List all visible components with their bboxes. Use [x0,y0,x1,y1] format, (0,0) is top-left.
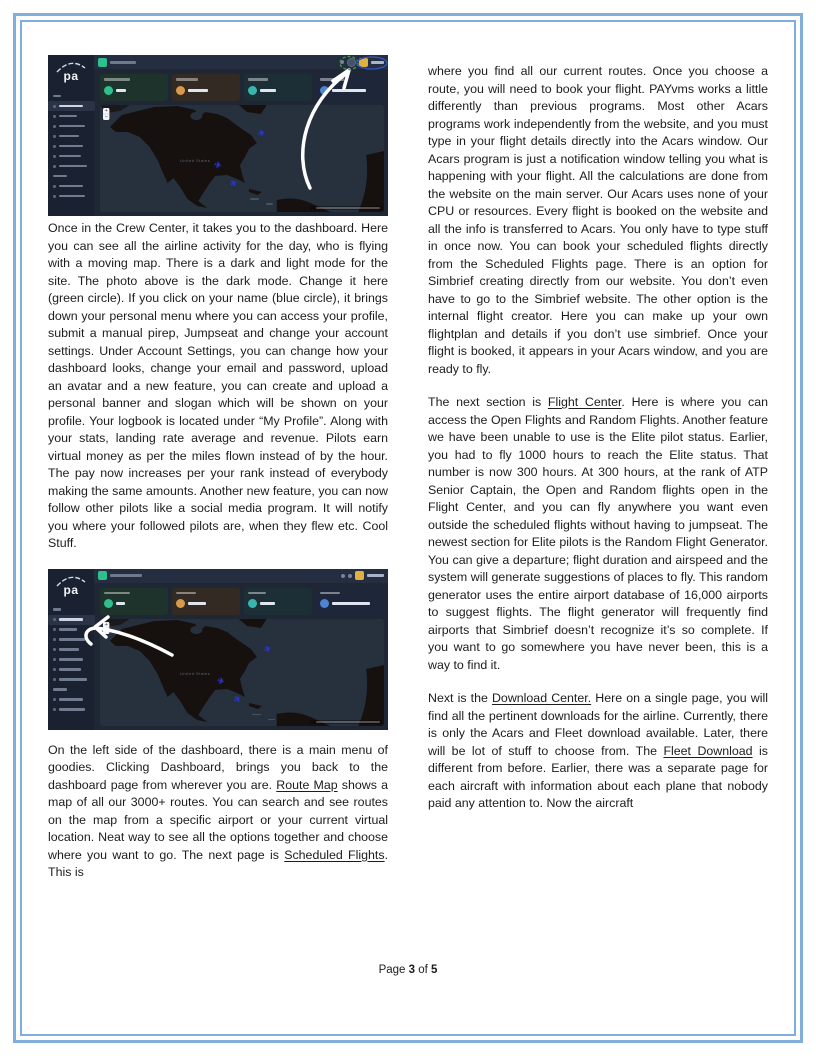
sidebar-menu-item [48,111,94,121]
menu-icon [53,125,56,128]
menu-icon [53,165,56,168]
sidebar [48,55,94,216]
notifications-icon [341,574,345,578]
zoom-out-button: − [104,114,108,120]
aircraft-marker: ✈ [262,642,273,655]
route-map [100,105,384,212]
route-map [100,619,384,726]
logo-text: pa [63,69,79,83]
stat-icon-teal [248,599,257,608]
stat-icon-green [104,599,113,608]
stat-card-1 [100,74,168,101]
menu-icon [53,648,56,651]
stat-cards-row [94,69,388,105]
stat-icon-teal [248,86,257,95]
sidebar-menu-item [48,635,94,645]
stat-card-3 [244,588,312,615]
topbar [94,55,388,69]
menu-icon [53,668,56,671]
menu-icon [53,115,56,118]
menu-icon [53,155,56,158]
app-icon [98,571,107,580]
map-country-label: United States [179,672,210,676]
map-country-label: United States [179,158,210,163]
page-title-bar [110,574,142,577]
menu-icon [53,195,56,198]
sidebar-menu-item [48,191,94,201]
page-title-bar [110,61,136,64]
sidebar-menu-item [48,695,94,705]
aircraft-marker: ✈ [227,176,240,190]
sidebar-menu-item [48,131,94,141]
footer-page-label: Page [378,964,406,976]
paragraph-main-menu: On the left side of the dashboard, there is a main menu of goodies. Clicking Dashboard, brings you back to the dashboard page from wherever you are. Route Map shows a map of all our 3000+ routes. You can search and see routes on the map from a specific airport or your current virtual location. Neat way to see all the options together and choose where you want to go. The next page is Scheduled Flights. This is [48,742,389,879]
aircraft-marker: ✈ [215,674,226,687]
user-avatar [355,571,364,580]
user-avatar [359,58,368,67]
sidebar-menu-item [48,121,94,131]
paragraph-acars: where you find all our current routes. Once you choose a route, you will need to book your flight. PAYvms works a little differently than previous programs. Most other Acars programs work independently from the website, and you must type in your flight details directly into the Acars window. Our Acars program is just a notification window telling you what is happening with your flight. All the calculations are done from the website on the main server. Our Acars uses none of your CPU or resources. Every flight is booked on the website and all the info is transferred to Acars. You only have to type stuff in once now. You can book your scheduled flights directly from the Scheduled Flights page. There is an option for Simbrief creating directly from our website. You don’t even have to go to the Simbrief website. The other option is the internal flight creator. Here you can make up your own flightplan and details if you don’t use simbrief. Once your flight is booked, it appears in your Acars window, and you are ready to fly. [428,64,768,376]
stat-card-1 [100,588,168,615]
zoom-in-button: + [104,108,108,114]
stat-icon-green [104,86,113,95]
footer-of-label: of [418,964,428,976]
sidebar-menu-item [48,151,94,161]
paragraph-flight-center: The next section is Flight Center. Here is where you can access the Open Flights and Random Flights. Another feature we have been unable to use is the Elite pilot status. Earlier, you had to fly 1000 hours to reach the Elite status. That number is now 300 hours. At 300 hours, at the rank of ATP Senior Captain, the Open and Random flights open in the Flight Center, and you can fly anywhere you want even outside the scheduled flights without having to jumpseat. The newest section for Elite pilots is the Random Flight Generator. You can give a departure; flight duration and airspeed and the system will generate suggestions of places to fly. This random generator uses the entire airport database of 16,000 airports to suggest flights. The flight generator will frequently find airports that Simbrief doesn’t recognize it’s so complete. If you want to go somewhere you have never been, this is a way to find it. [428,395,768,672]
sidebar-menu-item [48,181,94,191]
stat-icon-blue [320,599,329,608]
sidebar-menu-item [48,665,94,675]
stat-card-2 [172,74,240,101]
stat-icon-orange [176,599,185,608]
menu-icon [53,678,56,681]
sidebar-menu-item [48,161,94,171]
menu-icon [53,698,56,701]
sidebar-menu-item [48,171,94,181]
right-column [428,55,768,898]
sidebar-menu-item [48,645,94,655]
dashboard-main [94,569,388,730]
sidebar-menu-item [48,625,94,635]
dashboard-screenshot-1 [48,55,388,216]
left-column [48,55,388,898]
airline-logo [48,569,94,597]
stat-icon-orange [176,86,185,95]
footer-page-number: 3 [408,964,416,976]
stat-card-3 [244,74,312,101]
sidebar-menu-item-dashboard [48,615,95,625]
menu-icon [53,145,56,148]
zoom-in-button: + [104,621,108,628]
aircraft-marker: ✈ [256,127,267,140]
stat-icon-blue [320,86,329,95]
map-zoom-control [103,622,109,634]
stat-card-4 [316,74,384,101]
sidebar-menu-item [48,675,94,685]
app-icon [98,58,107,67]
airline-logo [48,55,94,83]
footer-total-pages: 5 [431,964,438,976]
menu-icon [53,638,56,641]
sidebar-menu [48,91,94,201]
map-landmass [100,105,384,212]
user-name-bar [367,574,384,577]
stat-cards-row [94,583,388,619]
logo-text: pa [63,582,79,597]
notifications-icon [340,60,344,64]
dashboard-main [94,55,388,216]
sidebar-menu-item [48,705,94,715]
sidebar-menu-item [48,685,94,695]
page-footer [0,964,816,976]
sidebar-menu-item [48,91,94,101]
menu-icon [53,708,56,711]
aircraft-marker: ✈ [212,159,223,171]
paragraph-download-center: Next is the Download Center. Here on a single page, you will find all the pertinent downloads for the airline. Currently, there is only the Acars and Fleet download available. Later, there will be lot of stuff to choose from. The Fleet Download is different from before. Earlier, there was a separate page for each aircraft with information about each plane that nobody paid any attention to. Now the aircraft [428,691,769,810]
map-zoom-control [103,108,109,120]
settings-icon [348,574,352,578]
sidebar-menu-item [48,605,94,615]
map-landmass [100,619,384,726]
stat-card-2 [172,588,240,615]
sidebar-menu-item [48,141,94,151]
menu-icon [53,185,56,188]
menu-icon [53,658,56,661]
menu-icon [53,135,56,138]
theme-toggle-avatar [347,58,356,67]
zoom-out-button: − [104,627,108,634]
topbar [94,569,388,583]
stat-card-4 [316,588,384,615]
sidebar [48,569,94,730]
paragraph-crew-center: Once in the Crew Center, it takes you to the dashboard. Here you can see all the airline activity for the day, who is flying with a moving map. There is a dark and light mode for the site. The photo above is the dark mode. Change it here (green circle). If you click on your name (blue circle), it brings down your personal menu where you can access your profile, submit a manual pirep, Jumpseat and change your account settings. Under Account Settings, you can change how your dashboard looks, change your email and password, upload an avatar and a new feature, you can create and upload a personal banner and slogan which will be shown on your profile. Your logbook is located under “My Profile”. Along with your stats, landing rate average and revenue. Pilots earn virtual money as per the miles flown instead of by the hour. The pay now increases per your rank instead of everybody making the same amounts. Another new feature, you can now follow other pilots like a social media program. It will notify you where your followed pilots are, when they flew etc. Cool Stuff. [48,221,388,550]
dashboard-screenshot-2 [48,569,388,730]
map-attribution [310,720,382,724]
sidebar-menu-item-dashboard [48,101,95,111]
menu-icon [53,618,56,621]
menu-icon [53,628,56,631]
map-attribution [310,206,382,210]
sidebar-menu-item [48,655,94,665]
aircraft-marker: ✈ [231,692,244,705]
menu-icon [53,105,56,108]
sidebar-menu [48,605,94,715]
user-name-bar [371,61,384,64]
